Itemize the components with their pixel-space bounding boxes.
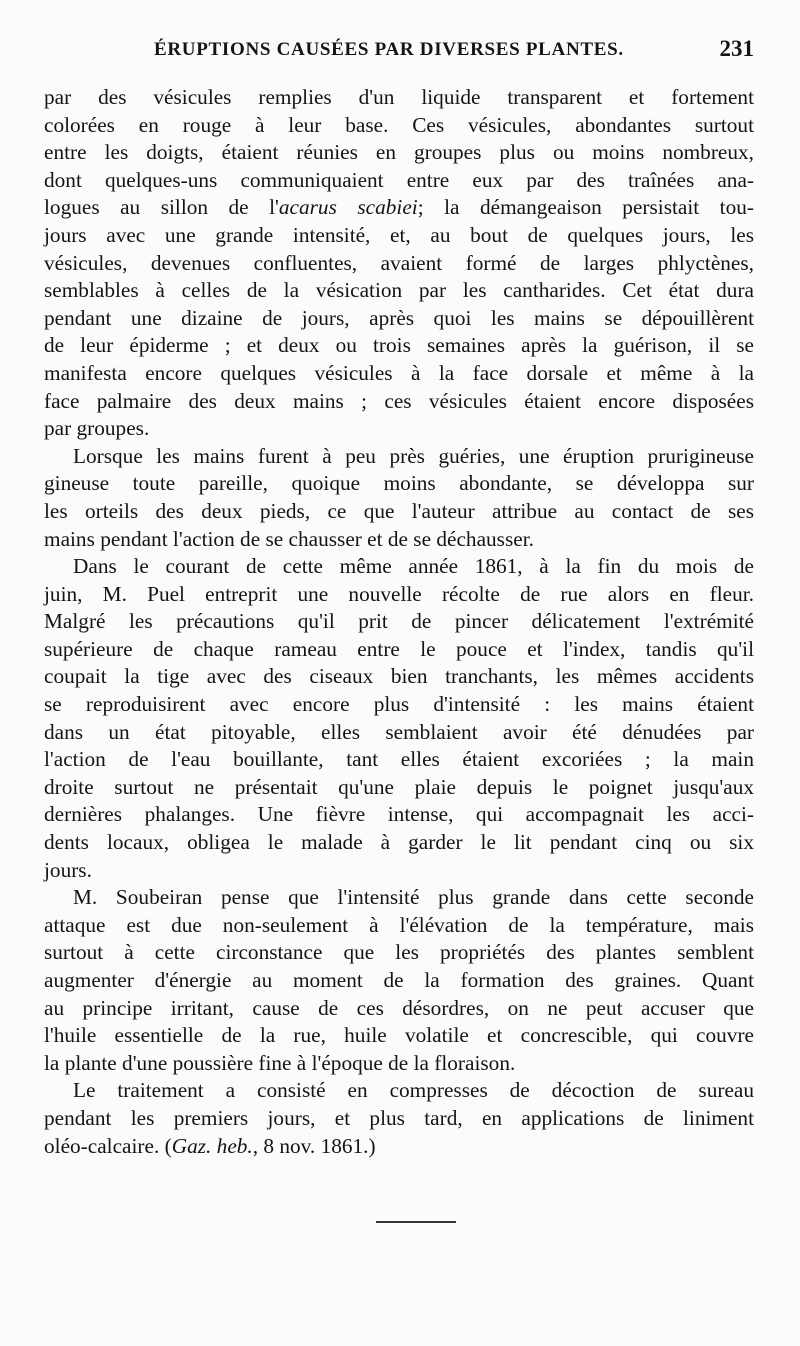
paragraph-5 (44, 1077, 754, 1160)
running-header (44, 36, 754, 70)
paragraph-4 (44, 884, 754, 1077)
text-line: vésicules, devenues confluentes, avaient formé de larges phlyctènes, (44, 250, 754, 275)
paragraph-3 (44, 553, 754, 884)
text-line: supérieure de chaque rameau entre le pouce et l'index, tandis qu'il (44, 636, 754, 661)
text-line: pendant les premiers jours, et plus tard, en applications de liniment (44, 1105, 754, 1130)
text-line: surtout à cette circonstance que les propriétés des plantes semblent (44, 940, 754, 965)
body-text (44, 84, 754, 1160)
citation-line (44, 1133, 754, 1161)
text-line: dents locaux, obligea le malade à garder le lit pendant cinq ou six (44, 830, 754, 855)
text-line: pendant une dizaine de jours, après quoi les mains se dépouillèrent (44, 305, 754, 330)
text-line: dans un état pitoyable, elles semblaient avoir été dénudées par (44, 719, 754, 744)
text-line: l'huile essentielle de la rue, huile volatile et concrescible, qui couvre (44, 1023, 754, 1048)
text-line: se reproduisirent avec encore plus d'intensité : les mains étaient (44, 692, 754, 717)
text-line: droite surtout ne présentait qu'une plaie depuis le poignet jusqu'aux (44, 774, 754, 799)
text-line: face palmaire des deux mains ; ces vésicules étaient encore disposées (44, 388, 754, 413)
page-number: 231 (719, 36, 754, 61)
text-line: les orteils des deux pieds, ce que l'auteur attribue au contact de ses (44, 498, 754, 523)
section-divider (376, 1221, 456, 1223)
paragraph-2 (44, 443, 754, 553)
text-fragment: logues au sillon de l' (44, 195, 279, 220)
text-line: semblables à celles de la vésication par les cantharides. Cet état dura (44, 278, 754, 303)
text-fragment: ; la démangeaison persistait tou- (417, 195, 754, 220)
text-line: attaque est due non-seulement à l'élévation de la température, mais (44, 912, 754, 937)
text-line: M. Soubeiran pense que l'intensité plus grande dans cette seconde (73, 885, 754, 910)
text-line: coupait la tige avec des ciseaux bien tranchants, les mêmes accidents (44, 664, 754, 689)
text-line: par groupes. (44, 416, 150, 441)
text-line-with-italic (44, 194, 754, 222)
text-line: au principe irritant, cause de ces désordres, on ne peut accuser que (44, 995, 754, 1020)
text-line: manifesta encore quelques vésicules à la face dorsale et même à la (44, 360, 754, 385)
text-line: jours. (44, 857, 92, 882)
text-line: colorées en rouge à leur base. Ces vésicules, abondantes surtout (44, 112, 754, 137)
text-line: dont quelques-uns communiquaient entre eux par des traînées ana- (44, 167, 754, 192)
text-line: dernières phalanges. Une fièvre intense, qui accompagnait les acci- (44, 802, 754, 827)
text-line: Le traitement a consisté en compresses de décoction de sureau (73, 1078, 754, 1103)
italic-species-name: acarus scabiei (278, 195, 418, 220)
paragraph-1 (44, 84, 754, 443)
text-line: entre les doigts, étaient réunies en groupes plus ou moins nombreux, (44, 140, 754, 165)
journal-abbreviation: Gaz. heb. (171, 1133, 253, 1158)
text-line: jours avec une grande intensité, et, au bout de quelques jours, les (44, 222, 754, 247)
text-line: gineuse toute pareille, quoique moins abondante, se développa sur (44, 471, 754, 496)
text-fragment: , 8 nov. 1861.) (252, 1133, 376, 1158)
text-line: augmenter d'énergie au moment de la formation des graines. Quant (44, 968, 754, 992)
text-line: mains pendant l'action de se chausser et de se déchausser. (44, 526, 534, 551)
text-line: Malgré les précautions qu'il prit de pincer délicatement l'extrémité (44, 609, 754, 634)
text-fragment: oléo-calcaire. ( (44, 1133, 172, 1158)
text-line: l'action de l'eau bouillante, tant elles étaient excoriées ; la main (44, 747, 754, 772)
text-line: la plante d'une poussière fine à l'époque de la floraison. (44, 1050, 516, 1075)
text-line: juin, M. Puel entreprit une nouvelle récolte de rue alors en fleur. (44, 581, 754, 606)
text-line: de leur épiderme ; et deux ou trois semaines après la guérison, il se (44, 333, 754, 358)
text-line: Dans le courant de cette même année 1861, à la fin du mois de (73, 554, 754, 579)
running-title: ÉRUPTIONS CAUSÉES PAR DIVERSES PLANTES. (154, 39, 624, 60)
text-line: Lorsque les mains furent à peu près guéries, une éruption prurigineuse (73, 443, 754, 468)
text-line: par des vésicules remplies d'un liquide transparent et fortement (44, 85, 754, 109)
